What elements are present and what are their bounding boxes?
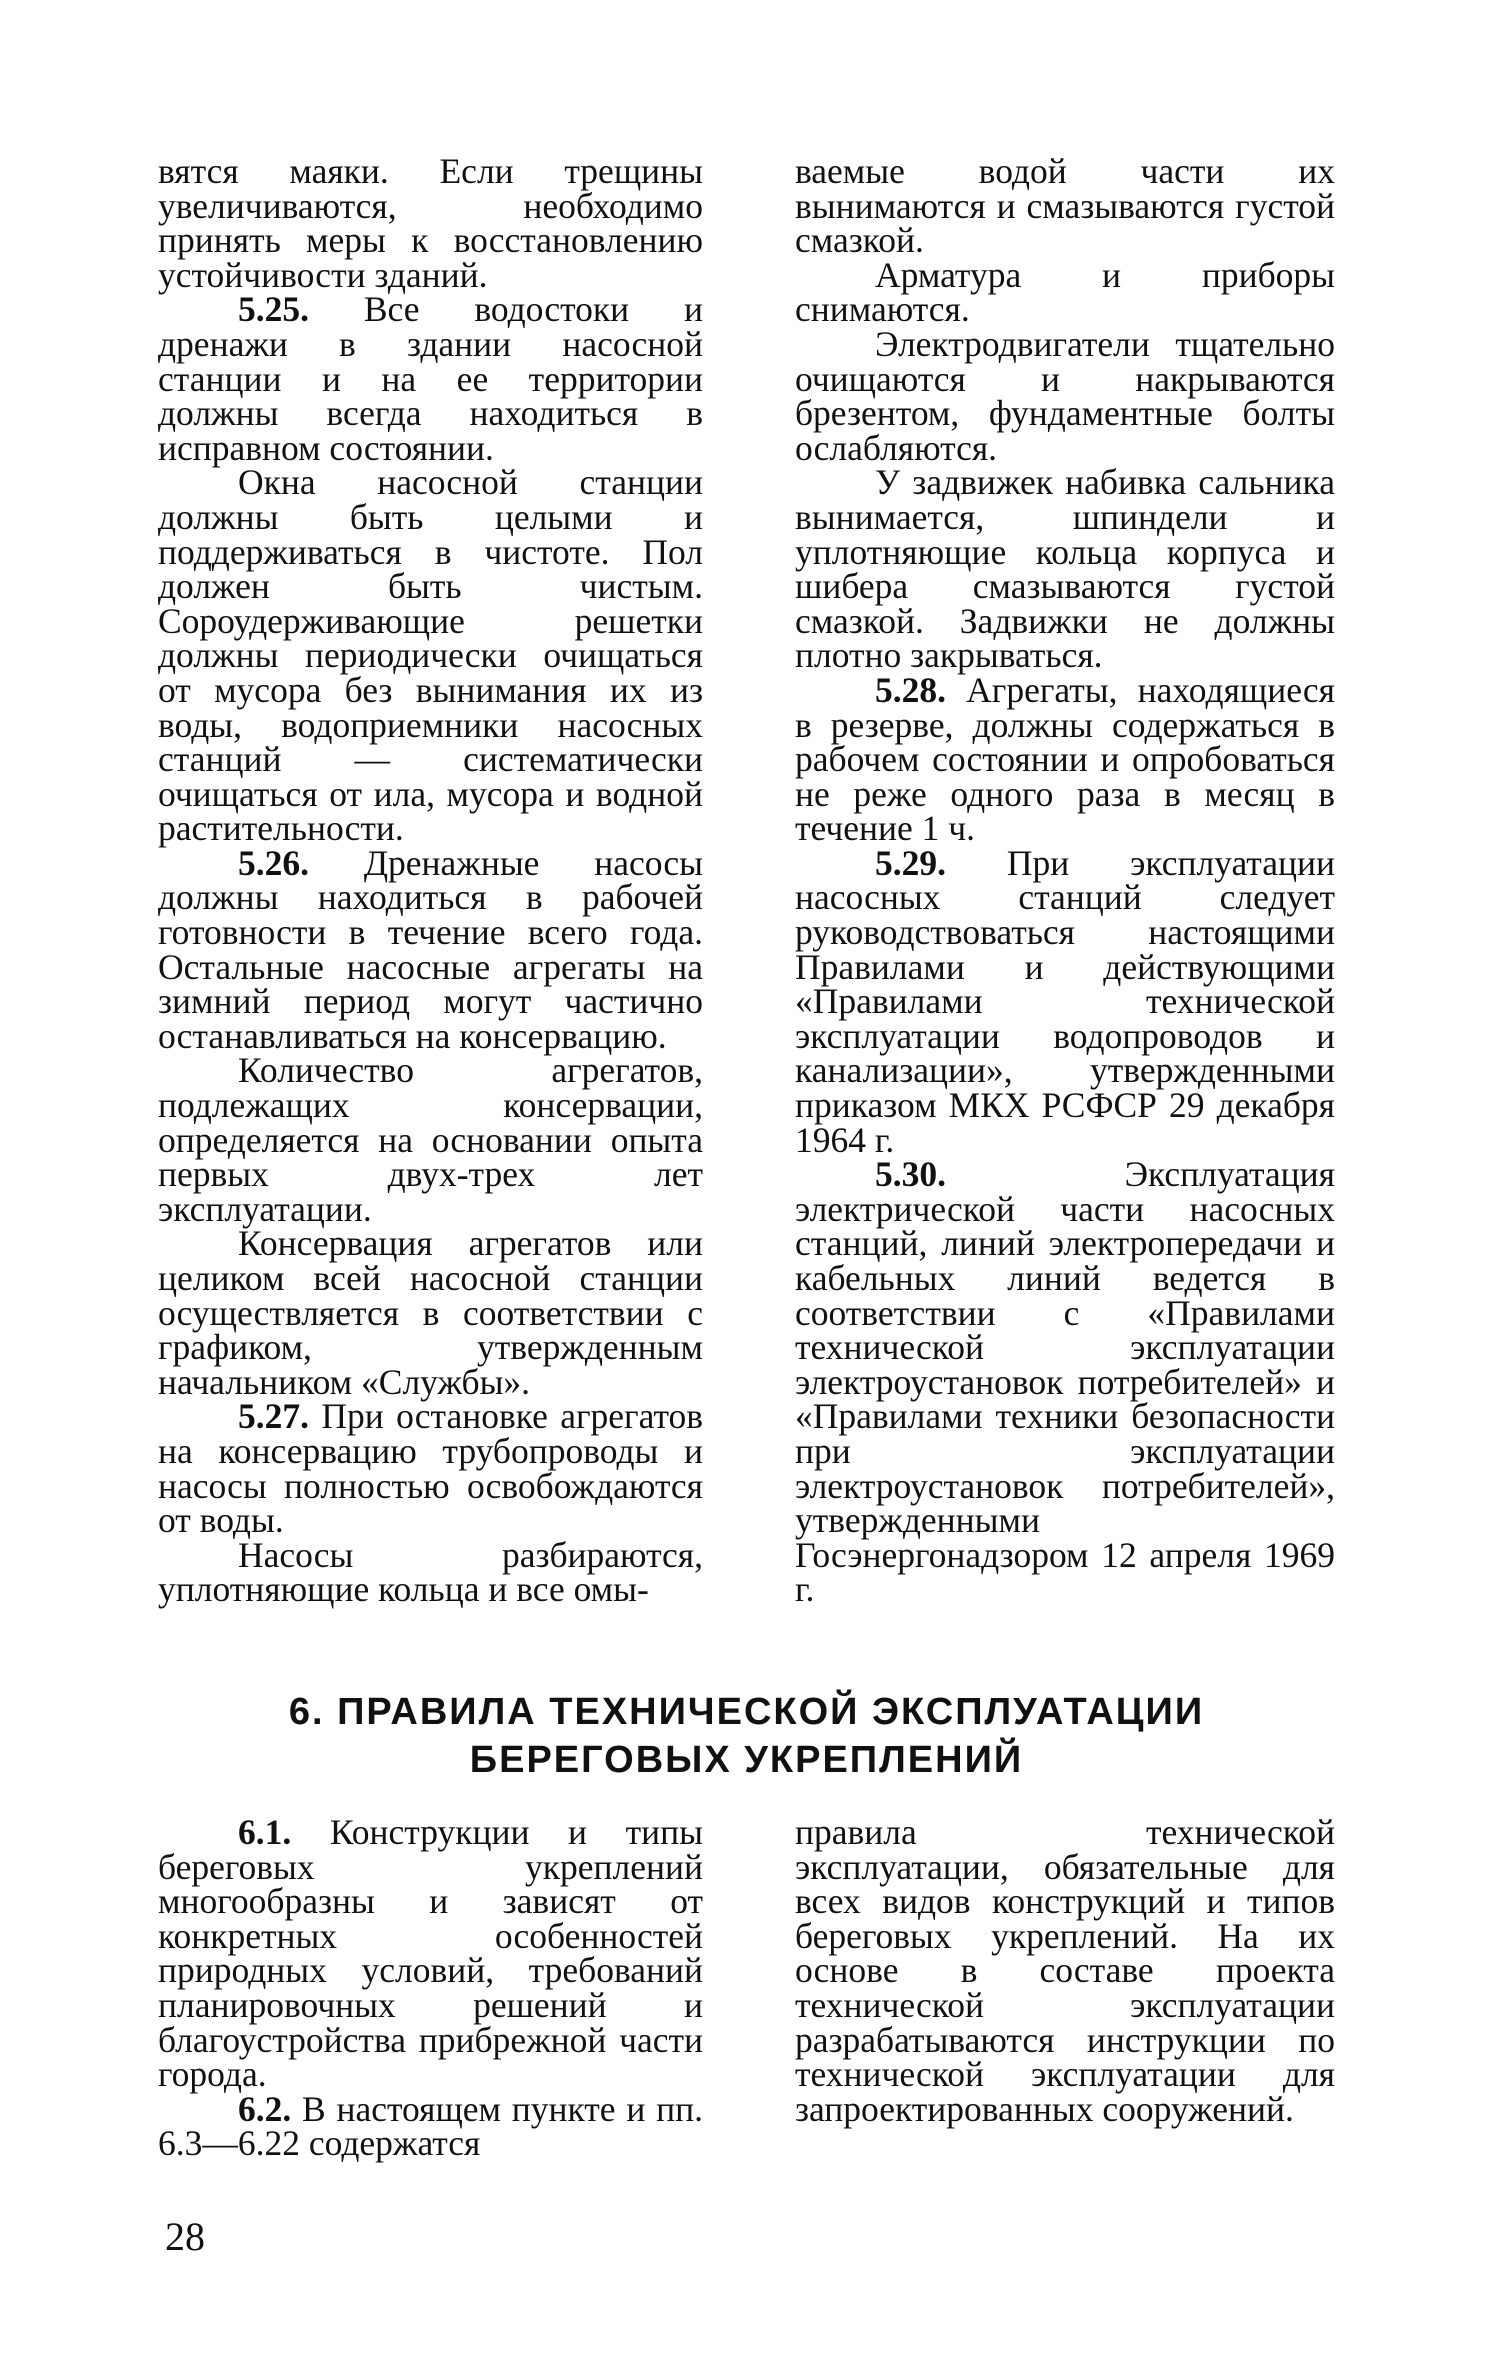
paragraph-5-25: 5.25. Все водостоки и дренажи в здании насосной станции и на ее территории должны всегда находиться в исправном состоянии. [158, 289, 703, 468]
paragraph: ваемые водой части их вынимаются и смазываются густой смазкой. [795, 151, 1335, 261]
paragraph: Электродвигатели тщательно очищаются и накрываются брезентом, фундаментные болты ослабляются. [795, 323, 1335, 468]
paragraph: Консервация агрегатов или целиком всей насосной станции осуществляется в соответствии с графиком, утвержденным начальником «Службы». [158, 1223, 703, 1402]
paragraph-5-26: 5.26. Дренажные насосы должны находиться в рабочей готовности в течение всего года. Остальные насосные агрегаты на зимний период могут частично останавливаться на консервацию. [158, 842, 703, 1056]
section-heading [158, 1688, 1335, 1784]
paragraph: Количество агрегатов, подлежащих консервации, определяется на основании опыта первых двух-трех лет эксплуатации. [158, 1050, 703, 1229]
column-top-right [795, 151, 1335, 1610]
paragraph-5-27: 5.27. При остановке агрегатов на консервацию трубопроводы и насосы полностью освобождаются от воды. [158, 1396, 703, 1541]
paragraph: правила технической эксплуатации, обязательные для всех видов конструкций и типов береговых укреплений. На их основе в составе проекта технической эксплуатации разрабатываются инструкции по технической эксплуатации для запроектированных сооружений. [795, 1812, 1335, 2129]
column-bottom-left [158, 1812, 703, 2164]
paragraph: Арматура и приборы снимаются. [795, 254, 1335, 330]
paragraph-5-30: 5.30. Эксплуатация электрической части насосных станций, линий электропередачи и кабельных линий ведется в соответствии с «Правилами технической эксплуатации электроустановок потребителей» и «Правилами техники безопасности при эксплуатации электроустановок потребителей», утвержденными Госэнергонадзором 12 апреля 1969 г. [795, 1154, 1335, 1610]
paragraph: Окна насосной станции должны быть целыми и поддерживаться в чистоте. Пол должен быть чистым. Сороудерживающие решетки должны периодически очищаться от мусора без вынимания их из воды, водоприемники насосных станций — систематически очищаться от ила, мусора и водной растительности. [158, 462, 703, 849]
page-number: 28 [165, 2214, 205, 2259]
heading-line-2: БЕРЕГОВЫХ УКРЕПЛЕНИЙ [469, 1739, 1024, 1781]
paragraph: У задвижек набивка сальника вынимается, шпиндели и уплотняющие кольца корпуса и шибера смазываются густой смазкой. Задвижки не должны плотно закрываться. [795, 462, 1335, 676]
paragraph-6-2: 6.2. В настоящем пункте и пп. 6.3—6.22 содержатся [158, 2088, 703, 2164]
column-top-left [158, 151, 703, 1610]
paragraph-5-28: 5.28. Агрегаты, находящиеся в резерве, должны содержаться в рабочем состоянии и опробоваться не реже одного раза в месяц в течение 1 ч. [795, 669, 1335, 849]
paragraph-6-1: 6.1. Конструкции и типы береговых укреплений многообразны и зависят от конкретных особенностей природных условий, требований планировочных решений и благоустройства прибрежной части города. [158, 1812, 703, 2095]
paragraph-5-29: 5.29. При эксплуатации насосных станций следует руководствоваться настоящими Правилами и действующими «Правилами технической эксплуатации водопроводов и канализации», утвержденными приказом МКХ РСФСР 29 декабря 1964 г. [795, 842, 1335, 1160]
paragraph: вятся маяки. Если трещины увеличиваются, необходимо принять меры к восстановлению устойчивости зданий. [158, 151, 703, 295]
heading-line-1: 6. ПРАВИЛА ТЕХНИЧЕСКОЙ ЭКСПЛУАТАЦИИ [288, 1691, 1205, 1733]
paragraph: Насосы разбираются, уплотняющие кольца и все омы- [158, 1534, 703, 1610]
column-bottom-right [795, 1812, 1335, 2129]
